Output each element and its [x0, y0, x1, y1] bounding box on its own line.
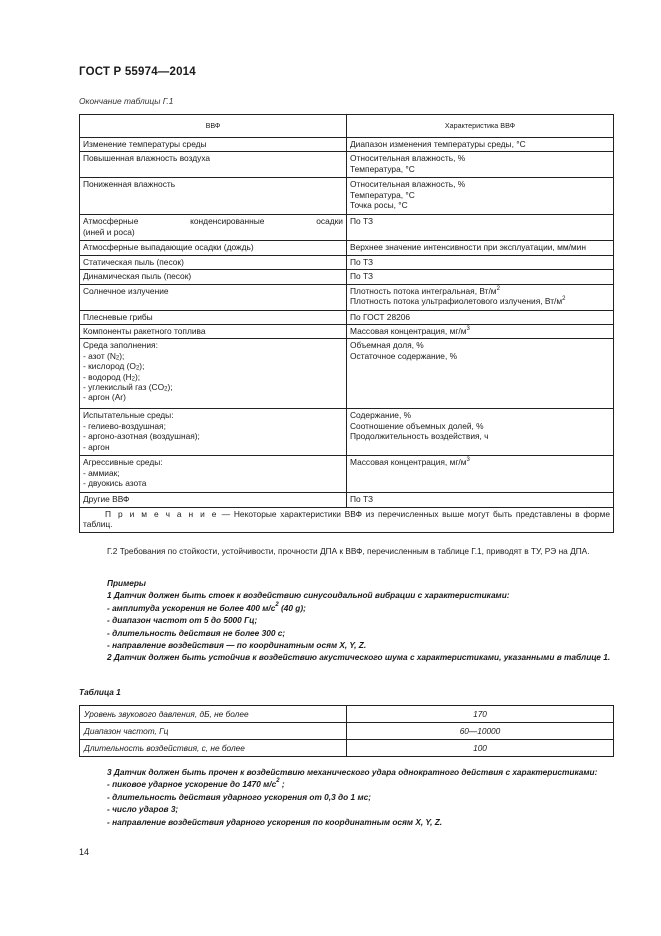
table-row — [80, 740, 614, 757]
cell-factor: Изменение температуры среды — [80, 138, 347, 152]
example-3-item: - пиковое ударное ускорение до 1470 $м/с^2$ ; — [107, 778, 285, 790]
cell-characteristic: По ТЗ — [347, 255, 614, 269]
cell-parameter: Уровень звукового давления, дБ, не более — [80, 706, 347, 723]
example-1-intro: 1 Датчик должен быть стоек к воздействию синусоидальной вибрации с характеристиками: — [107, 590, 510, 601]
column-header-characteristic: Характеристика ВВФ — [347, 115, 614, 138]
cell-value: 60—10000 — [347, 723, 614, 740]
example-1-item: - направление воздействия — по координатным осям X, Y, Z. — [107, 640, 367, 651]
cell-factor: Плесневые грибы — [80, 310, 347, 324]
page-number: 14 — [79, 847, 90, 857]
examples-block — [79, 577, 614, 664]
table-row — [80, 339, 614, 409]
cell-factor: Агрессивные среды: - аммиак; - двуокись азота — [80, 456, 347, 493]
document-header: ГОСТ Р 55974—2014 — [79, 66, 196, 78]
table-row — [80, 255, 614, 269]
table-row — [80, 723, 614, 740]
table-note: П р и м е ч а н и е — Некоторые характеристики ВВФ из перечисленных выше могут быть представлены в форме таблиц. — [80, 507, 614, 532]
table-row — [80, 493, 614, 507]
example-1-item: - длительность действия не более 300 с; — [107, 627, 286, 638]
paragraph-g2: Г.2 Требования по стойкости, устойчивости, прочности ДПА к ВВФ, перечисленным в таблице Г.1, приводят в ТУ, РЭ на ДПА. — [107, 546, 590, 556]
table-continuation-caption: Окончание таблицы Г.1 — [79, 96, 174, 106]
cell-characteristic: Массовая концентрация, $мг/м^3$ — [347, 456, 614, 493]
example-3-block — [79, 766, 614, 828]
cell-factor: Пониженная влажность — [80, 178, 347, 215]
cell-characteristic: По ТЗ — [347, 270, 614, 284]
table-note-row — [80, 507, 614, 532]
cell-characteristic: Массовая концентрация, $мг/м^3$ — [347, 325, 614, 339]
example-2-intro: 2 Датчик должен быть устойчив к воздействию акустического шума с характеристиками, указанными в таблице 1. — [107, 652, 611, 663]
cell-value: 170 — [347, 706, 614, 723]
table-row — [80, 284, 614, 310]
example-1-item: - диапазон частот от 5 до 5000 Гц; — [107, 615, 258, 626]
table-g1 — [79, 114, 614, 533]
cell-value: 100 — [347, 740, 614, 757]
table-row — [80, 178, 614, 215]
cell-characteristic: По ТЗ — [347, 215, 614, 241]
column-header-vvf: ВВФ — [80, 115, 347, 138]
table-row — [80, 138, 614, 152]
cell-characteristic: Содержание, % Соотношение объемных долей, % Продолжительность воздействия, ч — [347, 409, 614, 456]
example-3-item: - число ударов 3; — [107, 804, 179, 815]
examples-title: Примеры — [107, 578, 147, 588]
cell-factor: Другие ВВФ — [80, 493, 347, 507]
cell-factor: Компоненты ракетного топлива — [80, 325, 347, 339]
cell-factor: Среда заполнения: - азот (N2); - кислород (O2); - водород (H2); - углекислый газ (CO2); - аргон (Ar) — [80, 339, 347, 409]
cell-factor: Атмосферные конденсированные осадки (иней и роса) — [80, 215, 347, 241]
table-row — [80, 270, 614, 284]
cell-parameter: Длительность воздействия, с, не более — [80, 740, 347, 757]
cell-characteristic: Диапазон изменения температуры среды, °С — [347, 138, 614, 152]
cell-characteristic: По ТЗ — [347, 493, 614, 507]
table-header-row — [80, 115, 614, 138]
table-row — [80, 325, 614, 339]
table-row — [80, 152, 614, 178]
cell-characteristic: Относительная влажность, % Температура, °С Точка росы, °С — [347, 178, 614, 215]
cell-factor: Повышенная влажность воздуха — [80, 152, 347, 178]
cell-factor: Статическая пыль (песок) — [80, 255, 347, 269]
table-1 — [79, 705, 614, 757]
example-1-item: - амплитуда ускорения не более 400 $м/с^2$ (40 g); — [107, 601, 306, 613]
cell-factor: Солнечное излучение — [80, 284, 347, 310]
table-row — [80, 310, 614, 324]
cell-characteristic: Верхнее значение интенсивности при эксплуатации, мм/мин — [347, 241, 614, 255]
example-3-item: - направление воздействия ударного ускорения по координатным осям X, Y, Z. — [107, 816, 443, 827]
table-row — [80, 706, 614, 723]
table-row — [80, 241, 614, 255]
table-row — [80, 456, 614, 493]
cell-factor: Атмосферные выпадающие осадки (дождь) — [80, 241, 347, 255]
cell-factor: Испытательные среды: - гелиево-воздушная; - аргоно-азотная (воздушная); - аргон — [80, 409, 347, 456]
cell-characteristic: Относительная влажность, % Температура, °С — [347, 152, 614, 178]
cell-factor: Динамическая пыль (песок) — [80, 270, 347, 284]
table-row — [80, 215, 614, 241]
table-1-caption: Таблица 1 — [79, 687, 121, 697]
cell-parameter: Диапазон частот, Гц — [80, 723, 347, 740]
cell-characteristic: По ГОСТ 28206 — [347, 310, 614, 324]
cell-characteristic: Плотность потока интегральная, $Вт/м^2$ Плотность потока ультрафиолетового излучения, $Вт/м^2$ — [347, 284, 614, 310]
example-3-intro: 3 Датчик должен быть прочен к воздействию механического удара однократного действия с характеристиками: — [107, 767, 598, 777]
table-row — [80, 409, 614, 456]
cell-characteristic: Объемная доля, % Остаточное содержание, % — [347, 339, 614, 409]
example-3-item: - длительность действия ударного ускорения от 0,3 до 1 мс; — [107, 791, 371, 802]
